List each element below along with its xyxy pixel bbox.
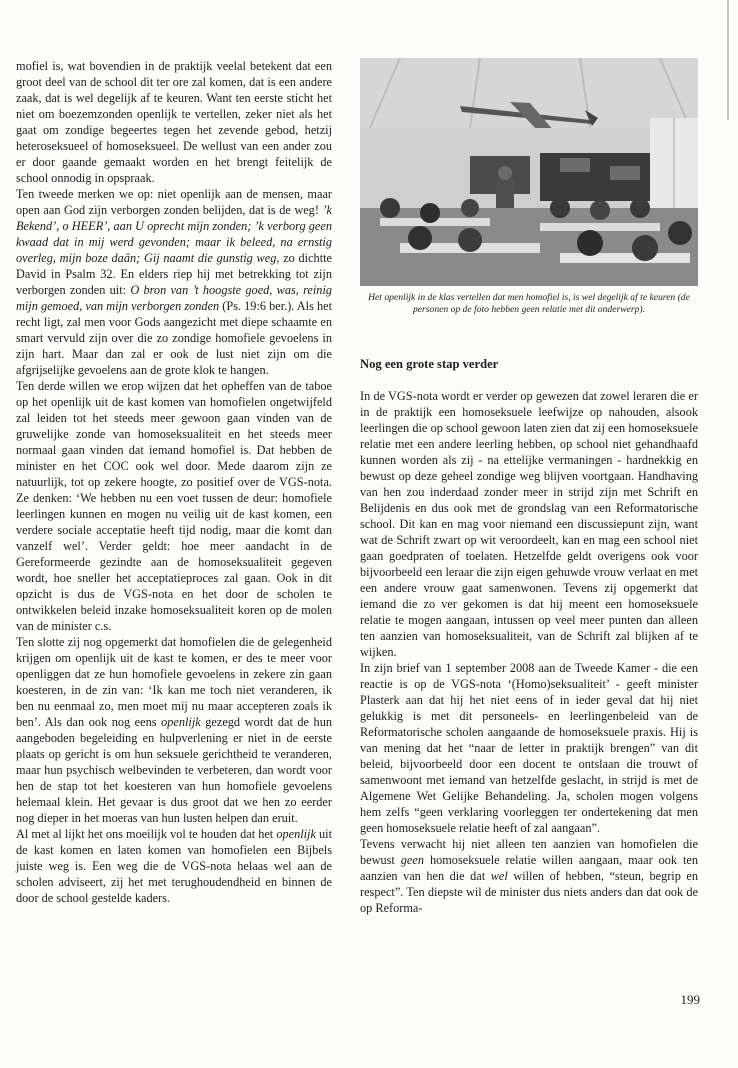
classroom-photo [360, 58, 698, 286]
paragraph [16, 186, 332, 378]
paragraph-text: Tevens verwacht hij niet alleen ten aanzien van homofielen die bewust [360, 837, 698, 867]
emphasis-text: openlijk [276, 827, 316, 841]
page-edge-line [727, 0, 729, 120]
section-heading: Nog een grote stap verder [360, 357, 499, 371]
paragraph-text: zo dichtte David in Psalm 32. En elders riep hij met betrekking tot zijn verborgen zonden uit: [16, 251, 332, 297]
psalm-quote: ’k Bekend’, o HEER’, aan U oprecht mijn zonden; ’k verborg geen kwaad dat in mij werd gevonden; maar ik beleed, na ernstig overleg, mijn boze daân; Gij naamt die gunstig weg, [16, 203, 332, 265]
psalm-quote: O bron van ’t hoogste goed, was, reinig mijn gemoed, van mijn verborgen zonden [16, 283, 333, 313]
emphasis-text: geen [400, 853, 424, 867]
paragraph-text: In de VGS-nota wordt er verder op gewezen dat zowel leraren die er in de praktijk een homoseksuele leefwijze op nahouden, alsook leerlingen die op school gewoon laten zien dat zij een homoseksuele relatie met een andere leerling hebben, op school niet gehandhaafd kunnen worden als zij - na ettelijke vermaningen - hardnekkig en bewust op deze geheel zondige weg blijven voortgaan. Handhaving van hen zou inderdaad zonder meer in strijd zijn met Schrift en Belijdenis en dus ook met de grondslag van een Reformatorische school. Dit kan en mag voor niemand een discussiepunt zijn, want wat de Schrift zwart op wit veroordeelt, kan en mag een school niet gaan goedpraten of toelaten. Hetzelfde geldt overigens ook voor bijvoorbeeld een leraar die zijn eigen gehuwde vrouw verlaat en met een andere vrouw gaat samenwonen. Tevens zij opgemerkt dat iemand die zo ver gekomen is dat hij meent een homoseksuele relatie te mogen aangaan, intussen op veel meer punten dan alleen ten aanzien van homoseksualiteit, van de Schrift zal blijken af te wijken. [360, 389, 698, 659]
page-number: 199 [680, 992, 700, 1007]
paragraph-text: Ten derde willen we erop wijzen dat het opheffen van de taboe op het openlijk uit de kast komen van homofielen ongetwijfeld zal leiden tot het steeds meer gewoon gaan vinden van de gruwelijke zonde van homoseksualiteit en het steeds meer normaal gaan vinden dat iemand homofiel is. Dat hebben de minister en het COC ook wel door. Mede daarom zijn ze natuurlijk, tot op zekere hoogte, zo positief over de VGS-nota. Ze denken: ‘We hebben nu een voet tussen de deur: homofiele leerlingen kunnen en mogen nu veilig uit de kast komen, een verdere sociale acceptatie heeft tijd nodig, maar die komt dan vanzelf wel’. Verder geldt: hoe meer aandacht in de Gereformeerde gezindte aan de homoseksualiteit gegeven wordt, hoe sneller het acceptatieproces zal gaan. Ook in dit opzicht is dus de VGS-nota en het door de scholen te ontwikkelen beleid inzake homoseksualiteit koren op de molen van de minister c.s. [16, 379, 332, 633]
paragraph-text: mofiel is, wat bovendien in de praktijk veelal betekent dat een groot deel van de school dit ter ore zal komen, dat is een andere zaak, dat is wel degelijk af te keuren. Want ten eerste sticht het niet om boezemzonden openlijk te vertellen, zeker niet als het gaat om zondige begeertes tegen het zevende gebod, hetzij heteroseksueel of homoseksueel. De wellust van een ander zou er door gaande gemaakt worden en het brengt feitelijk de school onnodig in opspraak. [16, 59, 332, 185]
paragraph-text: In zijn brief van 1 september 2008 aan de Tweede Kamer - die een reactie is op de VGS-nota ‘(Homo)seksualiteit’ - geeft minister Plasterk aan dat hij het niet eens of in ieder geval dat hij niet gelukkig is met dit personeels- en leerlingenbeleid van de Reformatorische scholen aangaande de homoseksuele praxis. Hij is van mening dat het “naar de letter in praktijk brengen” van dit beleid, bijvoorbeeld door een docent te ontslaan die trouwt of samenwoont met iemand van hetzelfde geslacht, in strijd is met de Algemene Wet Gelijke Behandeling. Ja, scholen mogen volgens hem zelfs “geen verklaring voorleggen ter ondertekening dat men geen homoseksuele relatie heeft of zal aangaan”. [360, 661, 698, 835]
paragraph-text: gezegd wordt dat de hun aangeboden begeleiding en hulpverlening er niet in de eerste plaats op gericht is om hun seksuele gerichtheid te veranderen, maar hun psychisch welbevinden te verbeteren, dan wordt voor hen de stap tot het koesteren van hun homofiele gevoelens helemaal klein. Het gevaar is dus groot dat we hen zo eerder nog dieper in het moeras van hun lusten helpen dan eruit. [16, 715, 332, 825]
left-column [16, 58, 332, 906]
paragraph [16, 826, 332, 906]
paragraph [16, 58, 332, 186]
paragraph [16, 634, 332, 826]
paragraph [16, 378, 332, 634]
paragraph-text: willen of hebben, “steun, begrip en respect”. Ten diepste wil de minister dus niets anders dan dat ook de op Reforma- [360, 869, 699, 915]
paragraph [360, 660, 698, 836]
paragraph [360, 388, 698, 660]
paragraph-text: uit de kast komen en laten komen van homofielen een Bijbels juiste weg is. Een weg die de VGS-nota helaas wel aan de scholen adviseert, zij het met terughoudendheid en binnen de door de school gestelde kaders. [16, 827, 333, 905]
emphasis-text: wel [490, 869, 508, 883]
paragraph-text: Ten tweede merken we op: niet openlijk aan de mensen, maar open aan God zijn verborgen zonden belijden, dat is de weg! [16, 187, 332, 217]
paragraph-text: homoseksuele relatie willen aangaan, maar ook ten aanzien van hen die dat [360, 853, 699, 883]
right-column [360, 388, 698, 916]
emphasis-text: openlijk [161, 715, 201, 729]
photo-caption: Het openlijk in de klas vertellen dat men homofiel is, is wel degelijk af te keuren (de personen op de foto hebben geen relatie met dit onderwerp). [368, 292, 690, 315]
paragraph [360, 836, 698, 916]
classroom-photo-icon [360, 58, 698, 286]
paragraph-text: Ten slotte zij nog opgemerkt dat homofielen die de gelegenheid krijgen om openlijk uit de kast te komen, er des te meer voor openliggen dat ze hun homofiele gevoelens in zekere zin gaan koesteren, in de zin van: ‘Ik kan me toch niet veranderen, ik ben nu eenmaal zo, men moet mij nu maar accepteren zoals ik ben’. Als dan ook nog eens [16, 635, 332, 729]
paragraph-text: (Ps. 19:6 ber.). Als het recht ligt, zal men voor Gods aangezicht met diepe schaamte en smart vervuld zijn over die zo zondige homofiele gevoelens in zijn hart. Maar dan zal er ook de lust niet zijn om die afgrijselijke gevoelens aan de grote klok te hangen. [16, 299, 332, 377]
paragraph-text: Al met al lijkt het ons moeilijk vol te houden dat het [16, 827, 274, 841]
